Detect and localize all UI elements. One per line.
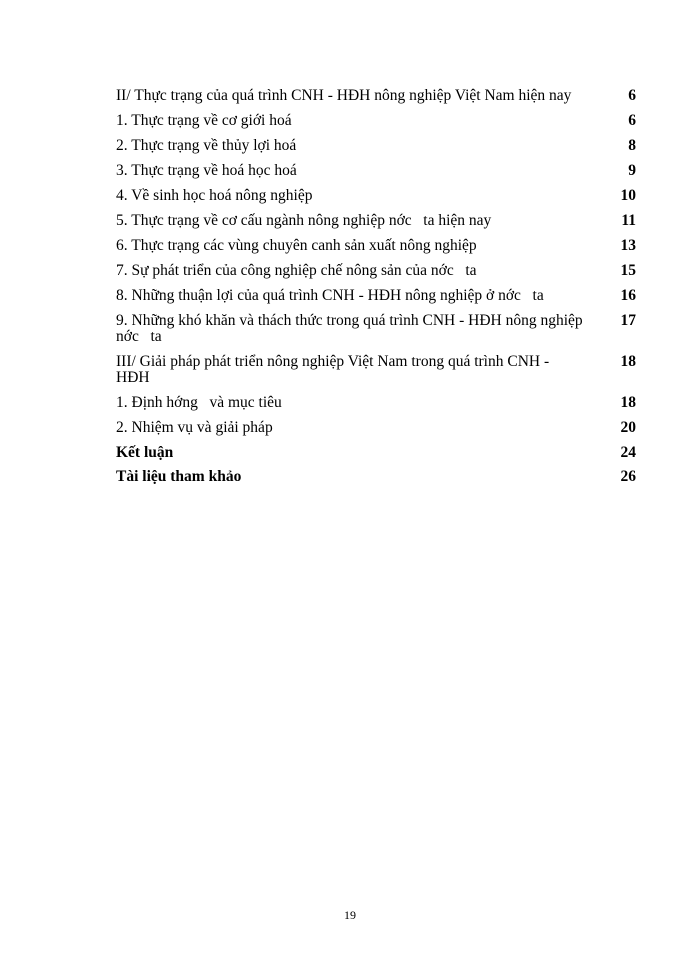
toc-entry-page: 20: [620, 419, 636, 436]
toc-entry: [116, 288, 636, 304]
toc-entry: [116, 138, 636, 154]
toc-entry-page: 8: [628, 137, 636, 154]
toc-entry-title: Kết luận: [116, 444, 174, 461]
toc-entry-page: 18: [620, 353, 636, 370]
toc-entry-page: 26: [620, 468, 636, 485]
toc-entry-page: 11: [621, 212, 636, 229]
page-number: 19: [344, 908, 356, 922]
toc-entry: [116, 420, 636, 436]
toc-entry-title: III/ Giải pháp phát triển nông nghiệp Việt Nam trong quá trình CNH - HĐH: [116, 353, 553, 386]
toc-entry-title: 7. Sự phát triển của công nghiệp chế nông sản của nớc ta: [116, 262, 477, 279]
toc-entry-title: 1. Định hớng và mục tiêu: [116, 394, 282, 411]
toc-entry-page: 17: [620, 312, 636, 329]
toc-entry: [116, 163, 636, 179]
toc-entry-conclusion: [116, 445, 636, 461]
toc-entry-page: 10: [620, 187, 636, 204]
table-of-contents: [116, 88, 636, 493]
toc-entry-title: 4. Về sinh học hoá nông nghiệp: [116, 187, 313, 204]
toc-entry-title: 5. Thực trạng về cơ cấu ngành nông nghiệp nớc ta hiện nay: [116, 212, 492, 229]
toc-entry: [116, 213, 636, 229]
toc-entry-page: 6: [628, 87, 636, 104]
toc-entry: [116, 188, 636, 204]
toc-entry-title: 8. Những thuận lợi của quá trình CNH - HĐH nông nghiệp ở nớc ta: [116, 287, 544, 304]
toc-entry: [116, 313, 636, 345]
toc-entry: [116, 238, 636, 254]
toc-entry-title: 6. Thực trạng các vùng chuyên canh sản xuất nông nghiệp: [116, 237, 477, 254]
toc-entry-title: 9. Những khó khăn và thách thức trong quá trình CNH - HĐH nông nghiệp nớc ta: [116, 312, 587, 345]
toc-entry-page: 13: [620, 237, 636, 254]
toc-entry-references: [116, 469, 636, 485]
toc-entry-page: 9: [628, 162, 636, 179]
toc-entry-page: 6: [628, 112, 636, 129]
toc-entry-page: 24: [620, 444, 636, 461]
toc-entry-title: Tài liệu tham khảo: [116, 468, 242, 485]
toc-entry-title: 1. Thực trạng về cơ giới hoá: [116, 112, 292, 129]
toc-entry-title: II/ Thực trạng của quá trình CNH - HĐH nông nghiệp Việt Nam hiện nay: [116, 87, 572, 104]
toc-entry-title: 2. Nhiệm vụ và giải pháp: [116, 419, 273, 436]
toc-entry: [116, 395, 636, 411]
toc-entry: [116, 113, 636, 129]
toc-entry-title: 2. Thực trạng về thủy lợi hoá: [116, 137, 297, 154]
toc-entry-page: 16: [620, 287, 636, 304]
toc-entry: [116, 88, 636, 104]
toc-entry-page: 18: [620, 394, 636, 411]
toc-entry-page: 15: [620, 262, 636, 279]
toc-entry: [116, 263, 636, 279]
toc-entry-title: 3. Thực trạng về hoá học hoá: [116, 162, 297, 179]
toc-entry: [116, 354, 636, 386]
